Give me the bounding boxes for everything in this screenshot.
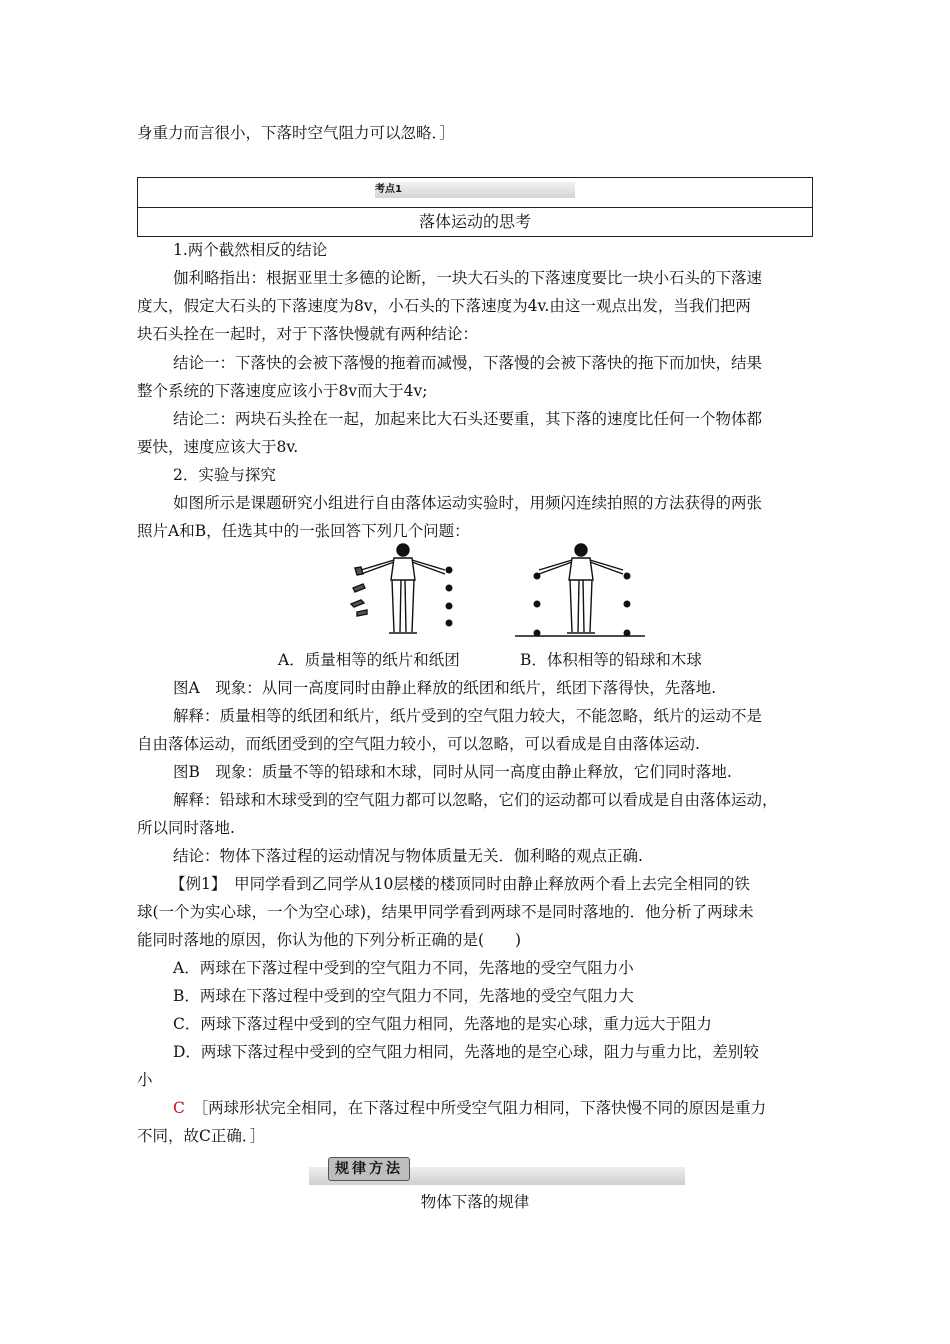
method-tag: 规律方法 <box>328 1157 410 1181</box>
section2-heading: 2．实验与探究 <box>173 466 276 484</box>
figure-a-phenomenon: 图A 现象：从同一高度同时由静止释放的纸团和纸片，纸团下落得快，先落地. <box>173 679 717 697</box>
continued-line: 身重力而言很小，下落时空气阻力可以忽略．］ <box>137 124 455 142</box>
paragraph-line: 块石头拴在一起时，对于下落快慢就有两种结论： <box>137 325 479 343</box>
figure-a-illustration <box>345 540 465 640</box>
section1-heading: 1.两个截然相反的结论 <box>173 241 328 259</box>
option-d-continued: 小 <box>137 1071 153 1089</box>
option-b: B．两球在下落过程中受到的空气阻力不同，先落地的受空气阻力大 <box>173 987 634 1005</box>
figure-a-explanation-line: 自由落体运动，而纸团受到的空气阻力较小，可以忽略，可以看成是自由落体运动. <box>137 735 700 753</box>
option-a: A．两球在下落过程中受到的空气阻力不同，先落地的受空气阻力小 <box>173 959 634 977</box>
kaodian-band <box>375 182 575 198</box>
example-question-line: 【例1】 甲同学看到乙同学从10层楼的楼顶同时由静止释放两个看上去完全相同的铁 <box>170 875 750 893</box>
paragraph-line: 伽利略指出：根据亚里士多德的论断，一块大石头的下落速度要比一块小石头的下落速 <box>173 269 763 287</box>
conclusion-two-line: 要快，速度应该大于8v. <box>137 438 299 456</box>
figure-b-caption: B．体积相等的铅球和木球 <box>520 651 702 669</box>
conclusion-one-line: 整个系统的下落速度应该小于8v而大于4v; <box>137 382 428 400</box>
paragraph-line: 如图所示是课题研究小组进行自由落体运动实验时，用频闪连续拍照的方法获得的两张 <box>173 494 763 512</box>
figure-b-illustration <box>515 540 645 640</box>
paragraph-line: 照片A和B，任选其中的一张回答下列几个问题： <box>137 522 470 540</box>
kaodian-box <box>137 177 813 237</box>
answer-line <box>173 1098 817 1118</box>
answer-letter: C <box>173 1099 185 1117</box>
kaodian-tag: 考点1 <box>375 184 402 195</box>
conclusion-two-line: 结论二：两块石头拴在一起，加起来比大石头还要重，其下落的速度比任何一个物体都 <box>173 410 763 428</box>
answer-explanation: ［两球形状完全相同，在下落过程中所受空气阻力相同，下落快慢不同的原因是重力 <box>200 1099 767 1117</box>
paragraph-line: 度大，假定大石头的下落速度为8v，小石头的下落速度为4v.由这一观点出发，当我们把两 <box>137 297 751 315</box>
conclusion-one-line: 结论一：下落快的会被下落慢的拖着而减慢，下落慢的会被下落快的拖下而加快，结果 <box>173 354 763 372</box>
method-title: 物体下落的规律 <box>420 1193 530 1211</box>
figure-a-caption: A．质量相等的纸片和纸团 <box>278 651 460 669</box>
option-c: C．两球下落过程中受到的空气阻力相同，先落地的是实心球，重力远大于阻力 <box>173 1015 712 1033</box>
figure-a-explanation-line: 解释：质量相等的纸团和纸片，纸片受到的空气阻力较大，不能忽略，纸片的运动不是 <box>173 707 763 725</box>
example-question-line: 能同时落地的原因，你认为他的下列分析正确的是( ) <box>137 931 522 949</box>
figure-b-explanation-line: 所以同时落地. <box>137 819 235 837</box>
kaodian-title: 落体运动的思考 <box>418 212 531 231</box>
experiment-conclusion: 结论：物体下落过程的运动情况与物体质量无关．伽利略的观点正确. <box>173 847 643 865</box>
answer-line-continued: 不同，故C正确．］ <box>137 1127 266 1145</box>
option-d: D．两球下落过程中受到的空气阻力相同，先落地的是空心球，阻力与重力比，差别较 <box>173 1043 759 1061</box>
figure-b-phenomenon: 图B 现象：质量不等的铅球和木球，同时从同一高度由静止释放，它们同时落地. <box>173 763 732 781</box>
figure-b-explanation-line: 解释：铅球和木球受到的空气阻力都可以忽略，它们的运动都可以看成是自由落体运动， <box>173 791 778 809</box>
example-question-line: 球(一个为实心球，一个为空心球)，结果甲同学看到两球不是同时落地的．他分析了两球未 <box>137 903 754 921</box>
